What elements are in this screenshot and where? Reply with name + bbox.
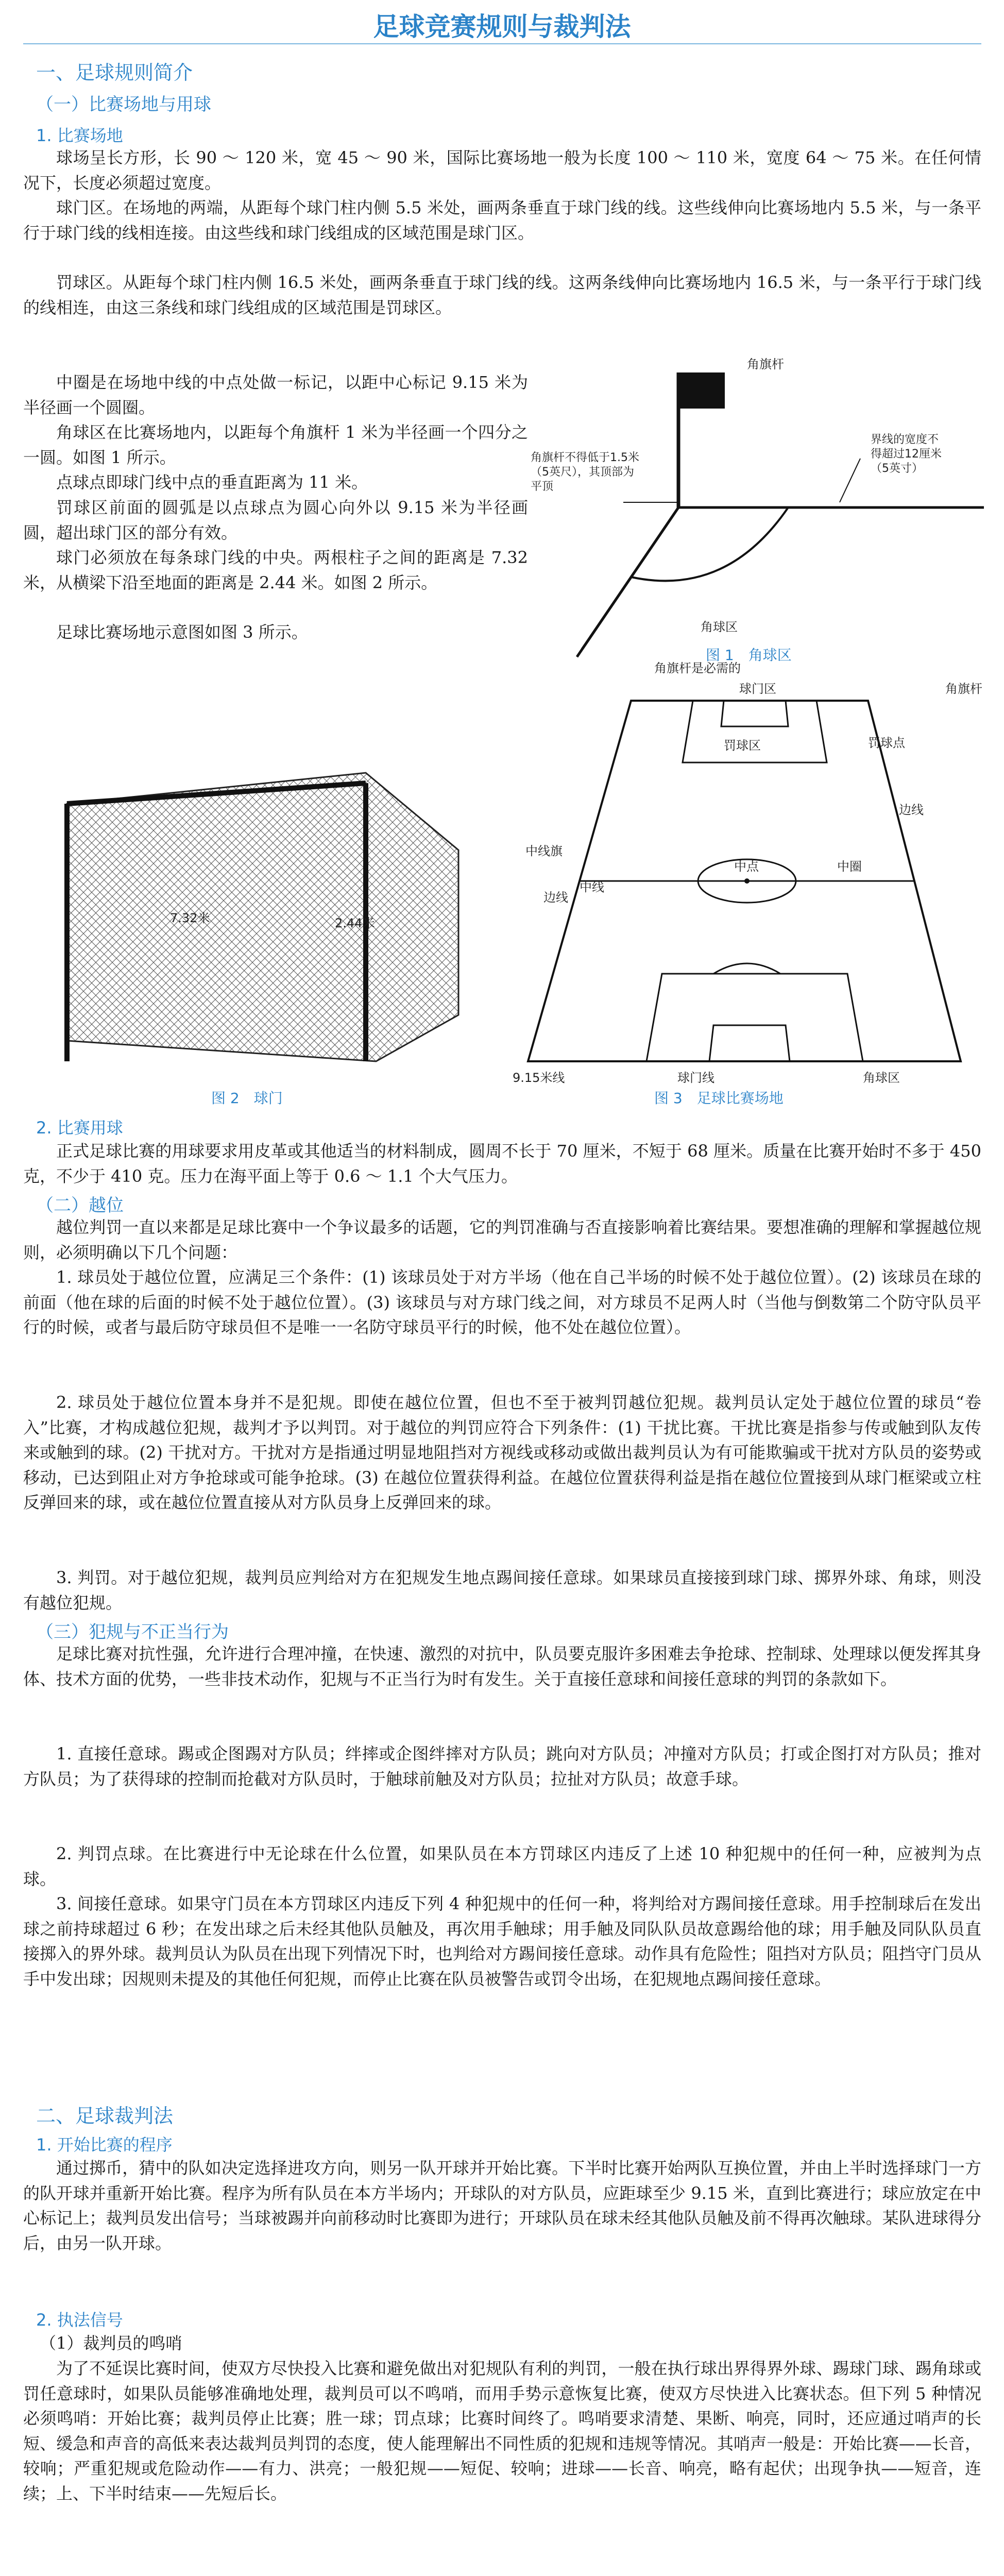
paragraph-indirect-free-kick: 3. 间接任意球。如果守门员在本方罚球区内违反下列 4 种犯规中的任何一种，将判给对方踢间接任意球。用手控制球后在发出球之前持球超过 6 秒；在发出球之后未经其他队员触及，再次用手触球；用手触及同队队员故意踢给他的球；用手触及同队队员直接掷入的界外球。裁判员认为队员在出现下列情况下时，也判给对方踢间接任意球。动作具有危险性；阻挡对方队员；阻挡守门员从手中发出球；因规则未提及的其他任何犯规，而停止比赛在队员被警告或罚令出场，在犯规地点踢间接任意球。 <box>23 1894 981 1989</box>
subsection-heading-field: （一）比赛场地与用球 <box>36 94 211 115</box>
line-width-note-1: 界线的宽度不 <box>871 433 939 446</box>
subheading-kickoff: 1. 开始比赛的程序 <box>36 2135 173 2155</box>
goal-height-label: 2.44米 <box>335 916 375 930</box>
paragraph-kickoff: 通过掷币，猜中的队如决定选择进攻方向，则另一队开球并开始比赛。下半时比赛开始两队互换位置，并由上半时选择球门一方的队开球并重新开始比赛。程序为所有队员在本方半场内；开球队的对方队员，应距球至少 9.15 米，直到比赛进行；球应放定在中心标记上；裁判员发出信号；当球被踢并向前移动时比赛即为进行；开球队员在球未经其他队员触及前不得再次触球。某队进球得分后，由另一队开球。 <box>23 2158 981 2253</box>
paragraph-offside-penalty: 3. 判罚。对于越位犯规，裁判员应判给对方在犯规发生地点踢间接任意球。如果球员直接接到球门球、掷界外球、角球，则没有越位犯规。 <box>23 1568 981 1613</box>
bottom-penalty-area <box>646 974 863 1061</box>
goal-width-label: 7.32米 <box>170 911 210 925</box>
paragraph-field-size: 球场呈长方形，长 90 ～ 120 米，宽 45 ～ 90 米，国际比赛场地一般为长度 100 ～ 110 米，宽度 64 ～ 75 米。在任何情况下，长度必须超过宽度。 <box>23 148 981 193</box>
subheading-whistle: （1）裁判员的鸣哨 <box>40 2333 182 2353</box>
field-halfway-flag-label: 中线旗 <box>525 844 563 858</box>
line-width-note-3: （5英寸） <box>871 462 923 475</box>
field-goal-area-label: 球门区 <box>739 682 776 696</box>
section-heading-rules: 一、足球规则简介 <box>36 61 193 84</box>
section-heading-refereeing: 二、足球裁判法 <box>36 2105 174 2127</box>
subheading-ball: 2. 比赛用球 <box>36 1118 123 1138</box>
document-title: 足球竞赛规则与裁判法 <box>373 12 631 42</box>
field-goal-line-label: 球门线 <box>677 1071 714 1085</box>
paragraph-field-diagram: 足球比赛场地示意图如图 3 所示。 <box>56 622 308 642</box>
field-side-line-label-2: 边线 <box>899 803 924 817</box>
field-radius-label: 9.15米线 <box>513 1071 565 1085</box>
corner-flag-icon <box>678 372 725 409</box>
line-width-note-2: 得超过12厘米 <box>871 448 942 461</box>
paragraph-ball: 正式足球比赛的用球要求用皮革或其他适当的材料制成，圆周不长于 70 厘米，不短于 68 厘米。质量在比赛开始时不多于 450 克，不少于 410 克。压力在海平面上等于 0.6 ～ 1.1 个大气压力。 <box>23 1141 981 1186</box>
paragraph-goal-size: 球门必须放在每条球门线的中央。两根柱子之间的距离是 7.32 米，从横梁下沿至地面的距离是 2.44 米。如图 2 所示。 <box>23 548 528 592</box>
paragraph-center-circle: 中圈是在场地中线的中点处做一标记，以距中心标记 9.15 米为半径画一个圆圈。 <box>23 372 528 417</box>
field-center-mark-label: 中点 <box>734 859 759 874</box>
figure-2-caption: 图 2 球门 <box>211 1090 283 1107</box>
field-penalty-spot-label: 罚球点 <box>868 736 905 750</box>
paragraph-whistle: 为了不延误比赛时间，使双方尽快投入比赛和避免做出对犯规队有利的判罚，一般在执行球出界得界外球、踢球门球、踢角球或罚任意球时，如果队员能够准确地处理，裁判员可以不鸣哨，而用手势示意恢复比赛，使双方尽快进入比赛状态。但下列 5 种情况必须鸣哨：开始比赛；裁判员停止比赛；胜一球；罚点球；比赛时间终了。鸣哨要求清楚、果断、响亮，同时，还应通过哨声的长短、缓急和声音的高低来表达裁判员判罚的态度，使人能理解出不同性质的犯规和违规等情况。其哨声一般是：开始比赛——长音，较响；严重犯规或危险动作——有力、洪亮；一般犯规——短促、较响；进球——长音、响亮，略有起伏；出现争执——短音，连续；上、下半时结束——先短后长。 <box>23 2359 981 2503</box>
subheading-signals: 2. 执法信号 <box>36 2310 123 2330</box>
field-corner-area-label: 角球区 <box>863 1071 900 1085</box>
paragraph-offside-position: 1. 球员处于越位位置，应满足三个条件：(1) 该球员处于对方半场（他在自己半场的时候不处于越位位置）。(2) 该球员在球的前面（他在球的后面的时候不处于越位位置）。(3) 该球员与对方球门线之间，对方球员不足两人时（当他与倒数第二个防守队员平行的时候，或者与最后防守球员但不是唯一一名防守球员平行的时候，他不处在越位位置）。 <box>23 1267 981 1337</box>
paragraph-fouls-intro: 足球比赛对抗性强，允许进行合理冲撞，在快速、激烈的对抗中，队员要克服许多困难去争抢球、控制球、处理球以便发挥其身体、技术方面的优势，一些非技术动作，犯规与不正当行为时有发生。关于直接任意球和间接任意球的判罚的条款如下。 <box>23 1644 981 1689</box>
paragraph-penalty-kick: 2. 判罚点球。在比赛进行中无论球在什么位置，如果队员在本方罚球区内违反了上述 10 种犯规中的任何一种，应被判为点球。 <box>23 1844 981 1889</box>
figure-corner-area <box>531 330 984 690</box>
figure-1-caption: 图 1 角球区 <box>706 647 792 664</box>
flag-height-note-3: 平顶 <box>531 480 554 493</box>
flag-height-note-2: （5英尺），其顶部为 <box>531 466 634 479</box>
title-divider <box>23 43 981 44</box>
paragraph-corner-area: 角球区在比赛场地内，以距每个角旗杆 1 米为半径画一个四分之一圆。如图 1 所示。 <box>23 422 528 467</box>
field-side-line-label-1: 边线 <box>543 890 568 905</box>
paragraph-penalty-arc: 罚球区前面的圆弧是以点球点为圆心向外以 9.15 米为半径画圆，超出球门区的部分有效。 <box>23 498 528 543</box>
field-center-line-label: 中线 <box>580 880 604 894</box>
flag-height-note-1: 角旗杆不得低于1.5米 <box>531 451 639 464</box>
top-penalty-area <box>683 701 827 762</box>
subsection-heading-fouls: （三）犯规与不正当行为 <box>36 1622 229 1642</box>
figure-goal <box>46 773 469 1077</box>
figure-field <box>507 682 982 1087</box>
paragraph-penalty-spot: 点球点即球门线中点的垂直距离为 11 米。 <box>56 472 368 492</box>
figure-3-caption: 图 3 足球比赛场地 <box>654 1090 784 1107</box>
paragraph-goal-area: 球门区。在场地的两端，从距每个球门柱内侧 5.5 米处，画两条垂直于球门线的线。这些线伸向比赛场地内 5.5 米，与一条平行于球门线的线相连接。由这些线和球门线组成的区域范围是球门区。 <box>23 198 981 243</box>
field-corner-flag-label: 角旗杆 <box>945 682 982 696</box>
corner-flag-required: 角旗杆是必需的 <box>654 661 741 675</box>
corner-area-label: 角球区 <box>701 620 738 634</box>
field-penalty-area-label: 罚球区 <box>724 738 761 753</box>
field-center-circle-label: 中圈 <box>837 859 862 874</box>
subsection-heading-offside: （二）越位 <box>36 1195 124 1216</box>
subheading-field: 1. 比赛场地 <box>36 126 123 145</box>
corner-flag-label: 角旗杆 <box>747 357 784 371</box>
paragraph-offside-conditions: 2. 球员处于越位位置本身并不是犯规。即使在越位位置，但也不至于被判罚越位犯规。裁判员认定处于越位位置的球员“卷入”比赛，才构成越位犯规，裁判才予以判罚。对于越位的判罚应符合下列条件：(1) 干扰比赛。干扰比赛是指参与传或触到队友传来或触到的球。(2) 干扰对方。干扰对方是指通过明显地阻挡对方视线或移动或做出裁判员认为有可能欺骗或干扰对方队员的姿势或移动，已达到阻止对方争抢球或可能争抢球。(3) 在越位位置获得利益。在越位位置获得利益是指在越位位置接到从球门框梁或立柱反弹回来的球，或在越位位置直接从对方队员身上反弹回来的球。 <box>23 1393 981 1512</box>
paragraph-offside-intro: 越位判罚一直以来都是足球比赛中一个争议最多的话题，它的判罚准确与否直接影响着比赛结果。要想准确的理解和掌握越位规则，必须明确以下几个问题： <box>23 1217 981 1262</box>
paragraph-direct-free-kick: 1. 直接任意球。踢或企图踢对方队员；绊摔或企图绊摔对方队员；跳向对方队员；冲撞对方队员；打或企图打对方队员；推对方队员；为了获得球的控制而抢截对方队员时，于触球前触及对方队员；拉扯对方队员；故意手球。 <box>23 1744 981 1789</box>
paragraph-penalty-area: 罚球区。从距每个球门柱内侧 16.5 米处，画两条垂直于球门线的线。这两条线伸向比赛场地内 16.5 米，与一条平行于球门线的线相连，由这三条线和球门线组成的区域范围是罚球区。 <box>23 273 981 317</box>
